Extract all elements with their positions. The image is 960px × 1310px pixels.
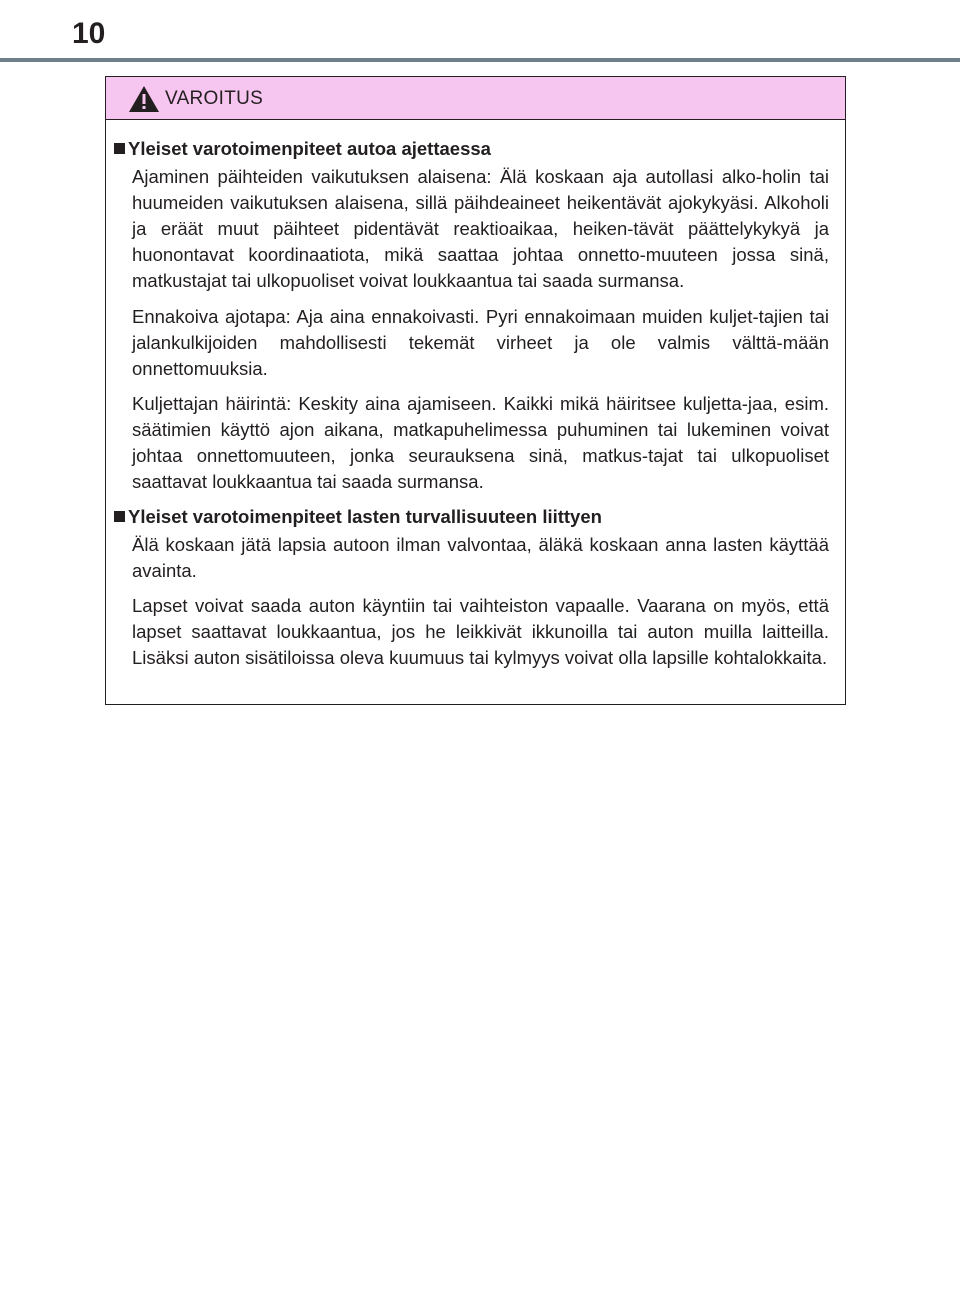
page-number: 10 (72, 17, 106, 50)
paragraph-defensive-driving: Ennakoiva ajotapa: Aja aina ennakoivasti. Pyri ennakoimaan muiden kuljet-tajien tai jalankulkijoiden mahdollisesti tekemät virheet ja ole valmis välttä-mään onnettomuuksia. (132, 306, 829, 379)
warning-title: VAROITUS (165, 88, 264, 109)
section-driving (114, 136, 829, 495)
paragraph-unattended-children: Älä koskaan jätä lapsia autoon ilman valvontaa, äläkä koskaan anna lasten käyttää avainta. (132, 534, 829, 581)
warning-header (106, 77, 845, 120)
section-heading (114, 136, 829, 162)
section-heading-text: Yleiset varotoimenpiteet lasten turvallisuuteen liittyen (128, 506, 602, 527)
square-bullet-icon (114, 511, 125, 522)
warning-box (105, 76, 846, 705)
section-heading-text: Yleiset varotoimenpiteet autoa ajettaessa (128, 138, 491, 159)
warning-body (106, 120, 845, 671)
paragraph-driver-distraction: Kuljettajan häirintä: Keskity aina ajamiseen. Kaikki mikä häiritsee kuljetta-jaa, esim. säätimien käyttö ajon aikana, matkapuhelimessa puhuminen tai lukeminen voivat johtaa onnettomuuteen, jonka seurauksena sinä, matkus-tajat tai ulkopuoliset saattavat loukkaantua tai saada surmansa. (132, 393, 829, 492)
header-rule (0, 58, 960, 62)
section-child-safety (114, 504, 829, 671)
warning-triangle-icon (128, 85, 160, 113)
square-bullet-icon (114, 143, 125, 154)
paragraph-intoxicated-driving: Ajaminen päihteiden vaikutuksen alaisena: Älä koskaan aja autollasi alko-holin tai huumeiden vaikutuksen alaisena, sillä päihdeaineet heikentävät ajokykyäsi. Alkoholi ja eräät muut päihteet pidentävät reaktioaikaa, heiken-tävät päättelykykyä ja huonontavat koordinaatiota, mikä saattaa johtaa onnetto-muuteen jossa sinä, matkustajat tai ulkopuoliset voivat loukkaantua tai saada surmansa. (132, 166, 829, 291)
paragraph-child-hazards: Lapset voivat saada auton käyntiin tai vaihteiston vapaalle. Vaarana on myös, että lapset saattavat loukkaantua, jos he leikkivät ikkunoilla tai auton muilla laitteilla. Lisäksi auton sisätiloissa oleva kuumuus tai kylmyys voivat olla lapsille kohtalokkaita. (132, 595, 829, 668)
section-heading (114, 504, 829, 530)
